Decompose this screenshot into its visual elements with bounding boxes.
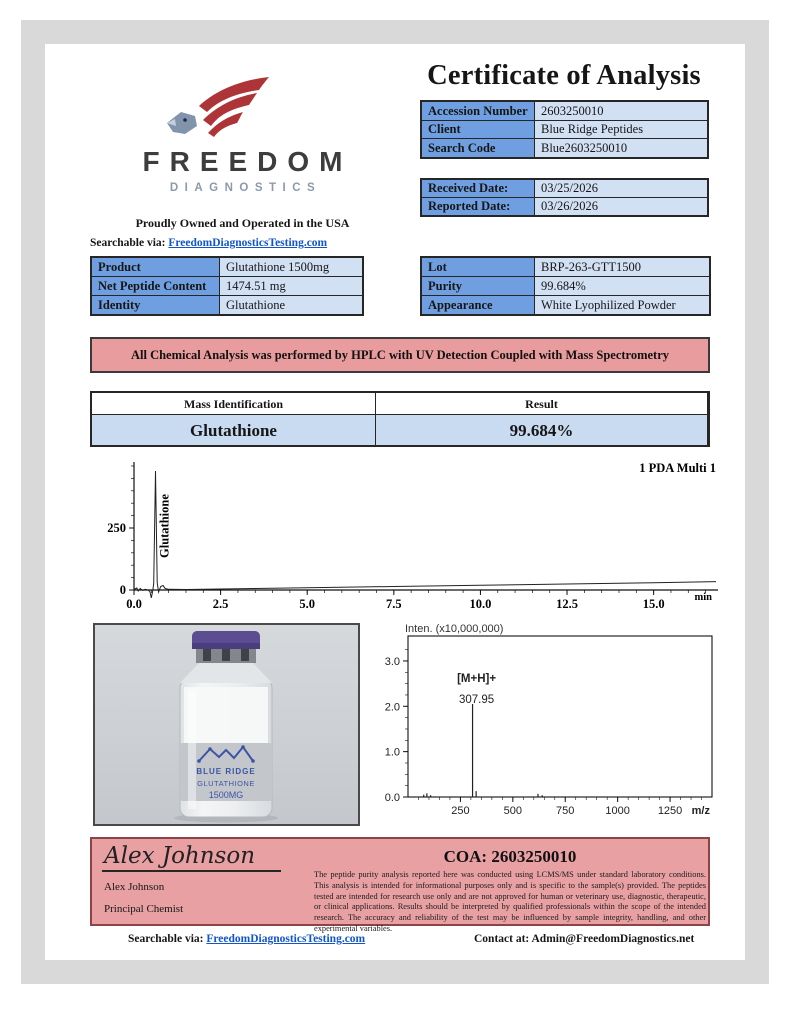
reported-date-label: Reported Date: [422,198,534,215]
mass-spectrum-chart [375,620,720,822]
svg-text:m/z: m/z [691,805,710,817]
accession-table [420,100,709,159]
svg-text:1 PDA Multi 1: 1 PDA Multi 1 [639,461,716,475]
purity-value: 99.684% [535,277,709,295]
signature-block [90,837,710,933]
coa-number: COA: 2603250010 [443,847,577,866]
hplc-chromatogram-chart [100,456,720,618]
received-date-value: 03/25/2026 [535,180,707,197]
search-code-value: Blue2603250010 [535,139,707,157]
mass-identification-table [90,391,710,447]
vial-powder [184,687,268,745]
svg-text:250: 250 [107,521,126,535]
identity-value: Glutathione [220,296,362,314]
svg-text:1.0: 1.0 [384,746,400,759]
svg-text:7.5: 7.5 [386,597,402,611]
accession-number-label: Accession Number [422,102,534,120]
method-banner: All Chemical Analysis was performed by HPLC with UV Detection Coupled with Mass Spectrometry [90,337,710,373]
result-header: Result [376,393,707,414]
reported-date-value: 03/26/2026 [535,198,707,215]
dates-table [420,178,709,217]
footer-searchable [128,933,365,945]
footer-searchable-link[interactable]: FreedomDiagnosticsTesting.com [206,933,366,945]
brand-name: FREEDOM [142,146,353,177]
svg-text:0: 0 [119,583,126,597]
net-peptide-label: Net Peptide Content [92,277,219,295]
svg-text:2.0: 2.0 [384,701,400,714]
footer-contact: Contact at: Admin@FreedomDiagnostics.net [474,933,695,945]
appearance-label: Appearance [422,296,534,314]
searchable-label: Searchable via: [90,237,166,249]
svg-text:min: min [694,592,712,603]
vial-brand-text: BLUE RIDGE [196,767,256,776]
svg-text:1000: 1000 [605,805,630,817]
svg-text:Inten. (x10,000,000): Inten. (x10,000,000) [405,623,504,635]
svg-text:0.0: 0.0 [384,792,400,804]
svg-text:750: 750 [556,805,575,817]
svg-text:15.0: 15.0 [642,597,665,611]
searchable-link[interactable]: FreedomDiagnosticsTesting.com [168,237,328,249]
product-label: Product [92,258,219,276]
appearance-value: White Lyophilized Powder [535,296,709,314]
svg-text:10.0: 10.0 [469,597,492,611]
svg-text:307.95: 307.95 [458,694,495,706]
svg-text:12.5: 12.5 [556,597,578,611]
vial-product-text: GLUTATHIONE [197,779,255,788]
mass-id-result: 99.684% [376,415,707,445]
svg-text:Glutathione: Glutathione [157,494,172,558]
client-label: Client [422,121,534,139]
net-peptide-value: 1474.51 mg [220,277,362,295]
mass-id-header: Mass Identification [92,393,375,414]
vial-image [95,625,358,824]
svg-text:250: 250 [451,805,470,817]
svg-text:3.0: 3.0 [384,655,400,668]
identity-label: Identity [92,296,219,314]
product-vial-photo [93,623,360,826]
svg-text:2.5: 2.5 [212,597,229,611]
client-value: Blue Ridge Peptides [535,121,707,139]
lot-label: Lot [422,258,534,276]
vial-dose-text: 1500MG [208,790,244,800]
page-title: Certificate of Analysis [427,60,701,91]
mass-id-name: Glutathione [92,415,375,445]
received-date-label: Received Date: [422,180,534,197]
product-value: Glutathione 1500mg [220,258,362,276]
searchable-line [90,237,327,249]
brand-tagline: Proudly Owned and Operated in the USA [135,216,350,230]
eagle-logo-icon [161,76,271,151]
svg-text:1250: 1250 [657,805,683,817]
svg-text:500: 500 [503,805,523,817]
search-code-label: Search Code [422,139,534,157]
disclaimer-text: The peptide purity analysis reported here was conducted using LCMS/MS under standard laboratory conditions. This analysis is intended for informational purposes only and is specific to the sample(s) provided. The peptides tested are intended for research use only and are not approved for human or veterinary use, diagnostic, therapeutic, or clinical applications. Results should be interpreted by qualified professionals within the scope of the intended research. The accuracy and reliability of the test may be influenced by sample integrity, handling, and other experimental variables. [314,870,706,933]
signer-title: Principal Chemist [104,903,184,915]
footer-searchable-label: Searchable via: [128,933,204,945]
accession-number-value: 2603250010 [535,102,707,120]
lot-value: BRP-263-GTT1500 [535,258,709,276]
signature-script: Alex Johnson [102,843,281,872]
svg-text:5.0: 5.0 [299,597,316,611]
purity-label: Purity [422,277,534,295]
lot-table [420,256,711,316]
svg-text:0.0: 0.0 [126,597,142,611]
brand-subtitle: DIAGNOSTICS [169,182,322,194]
product-table [90,256,364,316]
svg-text:[M+H]+: [M+H]+ [457,673,497,685]
signer-name: Alex Johnson [104,881,165,893]
